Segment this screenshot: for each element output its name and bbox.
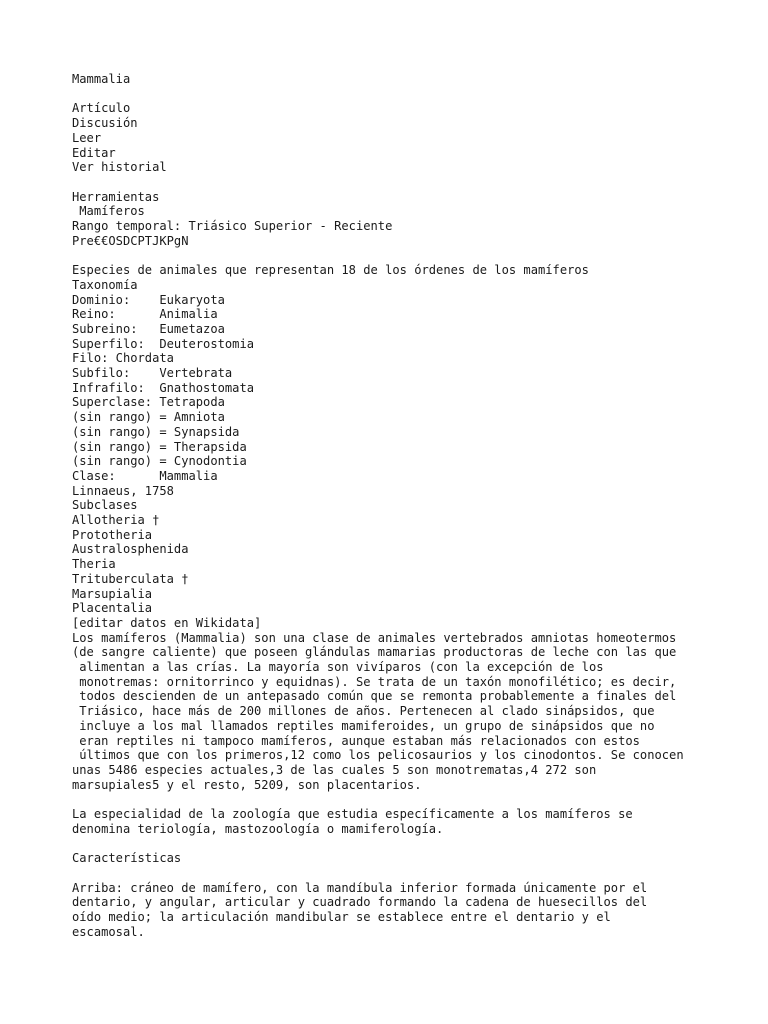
page-title: Mammalia	[72, 72, 131, 86]
spacer	[72, 87, 722, 102]
taxonomy-row: (sin rango) = Amniota	[72, 410, 225, 425]
article-document	[72, 72, 722, 939]
taxonomy-row: Subclases	[72, 498, 138, 513]
taxonomy-row: Superclase: Tetrapoda	[72, 395, 225, 410]
intro-paragraph	[72, 631, 722, 793]
taxonomy-row: Placentalia	[72, 601, 153, 616]
taxonomy-row: Reino: Animalia	[72, 307, 218, 322]
paragraph-line: Arriba: cráneo de mamífero, con la mandíbula inferior formada únicamente por el	[72, 880, 648, 895]
taxonomy-row: (sin rango) = Synapsida	[72, 424, 240, 439]
paragraph-line: unas 5486 especies actuales,3 de las cuales 5 son monotrematas,4 272 son	[72, 763, 597, 777]
taxonomy-row: Theria	[72, 557, 116, 572]
paragraph-line: alimentan a las crías. La mayoría son vivíparos (con la excepción de los	[72, 660, 604, 675]
taxonomy-row: Trituberculata †	[72, 571, 189, 586]
nav-link-read[interactable]: Leer	[72, 130, 102, 145]
taxonomy-list	[72, 293, 722, 631]
paragraph-line: denomina teriología, mastozoología o mamiferología.	[72, 821, 444, 836]
taxonomy-row: Subfilo: Vertebrata	[72, 366, 233, 381]
taxonomy-row: Superfilo: Deuterostomia	[72, 336, 255, 351]
taxonomy-row: Prototheria	[72, 527, 153, 542]
paragraph-line: Triásico, hace más de 200 millones de años. Pertenecen al clado sinápsidos, que	[72, 704, 655, 719]
nav-link-history[interactable]: Ver historial	[72, 160, 167, 175]
spacer	[72, 837, 722, 852]
taxonomy-heading: Taxonomía	[72, 277, 138, 292]
nav-link-discussion[interactable]: Discusión	[72, 116, 138, 131]
paragraph-line: incluye a los mal llamados reptiles mamiferoides, un grupo de sinápsidos que no	[72, 718, 655, 733]
period-codes: Pre€€OSDCPTJKPgN	[72, 233, 189, 248]
paragraph-line: (de sangre caliente) que poseen glándulas mamarias productoras de leche con las que	[72, 645, 677, 660]
paragraph-line: todos descienden de un antepasado común que se remonta probablemente a finales del	[72, 689, 677, 704]
nav-link-article[interactable]: Artículo	[72, 101, 131, 116]
tools-menu[interactable]: Herramientas	[72, 189, 160, 204]
paragraph-line: monotremas: ornitorrinco y equidnas). Se trata de un taxón monofilético; es decir,	[72, 674, 677, 689]
taxonomy-row: Infrafilo: Gnathostomata	[72, 380, 255, 395]
paragraph-line: dentario, y angular, articular y cuadrado formando la cadena de huesecillos del	[72, 895, 648, 910]
taxonomy-row: Allotheria †	[72, 513, 160, 528]
spacer	[72, 175, 722, 190]
temporal-range: Rango temporal: Triásico Superior - Reciente	[72, 219, 393, 233]
spacer	[72, 792, 722, 807]
taxonomy-row: Linnaeus, 1758	[72, 483, 174, 498]
spacer	[72, 866, 722, 881]
taxonomy-row[interactable]: [editar datos en Wikidata]	[72, 615, 262, 630]
taxonomy-row: Dominio: Eukaryota	[72, 292, 225, 307]
common-name: Mamíferos	[72, 204, 145, 219]
skull-caption-paragraph	[72, 881, 722, 940]
infobox-caption: Especies de animales que representan 18 de los órdenes de los mamíferos	[72, 263, 589, 278]
taxonomy-row: Australosphenida	[72, 542, 189, 557]
taxonomy-row: (sin rango) = Cynodontia	[72, 454, 247, 469]
paragraph-line: marsupiales5 y el resto, 5209, son placentarios.	[72, 777, 422, 792]
paragraph-line: La especialidad de la zoología que estudia específicamente a los mamíferos se	[72, 807, 633, 822]
taxonomy-row: Subreino: Eumetazoa	[72, 321, 225, 336]
paragraph-line: últimos que con los primeros,12 como los pelicosaurios y los cinodontos. Se conocen	[72, 748, 684, 763]
nav-link-edit[interactable]: Editar	[72, 145, 116, 160]
paragraph-line: eran reptiles ni tampoco mamíferos, aunque estaban más relacionados con estos	[72, 733, 640, 748]
paragraph-line: oído medio; la articulación mandibular se establece entre el dentario y el	[72, 909, 611, 924]
taxonomy-row: (sin rango) = Therapsida	[72, 439, 247, 454]
zoology-paragraph	[72, 807, 722, 836]
paragraph-line: Los mamíferos (Mammalia) son una clase de animales vertebrados amniotas homeotermos	[72, 630, 677, 645]
taxonomy-row: Marsupialia	[72, 586, 153, 601]
spacer	[72, 248, 722, 263]
section-heading: Características	[72, 851, 182, 866]
taxonomy-row: Clase: Mammalia	[72, 468, 218, 483]
paragraph-line: escamosal.	[72, 924, 145, 939]
taxonomy-row: Filo: Chordata	[72, 351, 174, 366]
